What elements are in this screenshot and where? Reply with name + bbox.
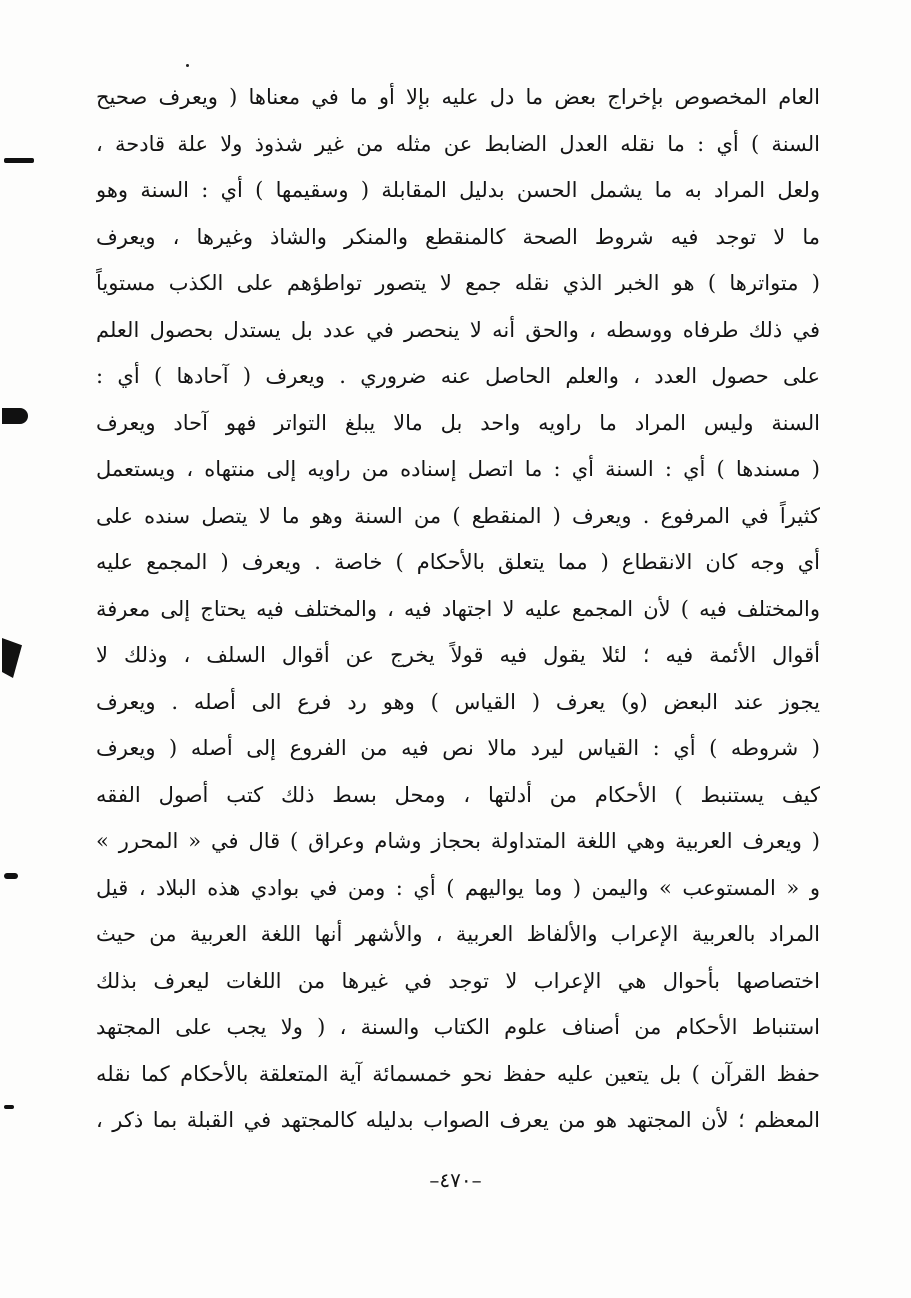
text-line: حفظ القرآن ) بل يتعين عليه حفظ نحو خمسمائة آية المتعلقة بالأحكام كما نقله	[96, 1061, 820, 1086]
text-line: والمختلف فيه ) لأن المجمع عليه لا اجتهاد فيه ، والمختلف فيه يحتاج إلى معرفة	[96, 596, 820, 621]
text-line: و « المستوعب » واليمن ( وما يواليهم ) أي : ومن في بوادي هذه البلاد ، قيل	[96, 875, 820, 900]
text-line: كثيراً في المرفوع . ويعرف ( المنقطع ) من السنة وهو ما لا يتصل سنده على	[96, 503, 820, 528]
text-line: أقوال الأئمة فيه ؛ لئلا يقول فيه قولاً يخرج عن أقوال السلف ، وذلك لا	[96, 643, 820, 667]
text-line: على حصول العدد ، والعلم الحاصل عنه ضروري . ويعرف ( آحادها ) أي :	[96, 364, 820, 388]
text-line: كيف يستنبط ) الأحكام من أدلتها ، ومحل بسط ذلك كتب أصول الفقه	[96, 782, 820, 807]
margin-ink-mark	[4, 158, 34, 163]
text-line: ( متواترها ) هو الخبر الذي نقله جمع لا يتصور تواطؤهم على الكذب مستوياً	[96, 271, 820, 295]
body-text	[96, 74, 820, 1144]
text-line: ( ويعرف العربية وهي اللغة المتداولة بحجاز وشام وعراق ) قال في « المحرر »	[96, 829, 820, 853]
margin-ink-mark	[2, 638, 22, 678]
margin-ink-mark	[4, 873, 18, 879]
text-line: ما لا توجد فيه شروط الصحة كالمنقطع والمنكر والشاذ وغيرها ، ويعرف	[96, 224, 820, 249]
text-line: استنباط الأحكام من أصناف علوم الكتاب والسنة ، ( ولا يجب على المجتهد	[96, 1015, 820, 1039]
text-line: العام المخصوص بإخراج بعض ما دل عليه بإلا أو ما في معناها ( ويعرف صحيح	[96, 85, 820, 109]
text-line: يجوز عند البعض (و) يعرف ( القياس ) وهو رد فرع الى أصله . ويعرف	[96, 689, 820, 714]
page-number: –٤٧٠–	[429, 1168, 482, 1192]
text-line: ( مسندها ) أي : السنة أي : ما اتصل إسناده من راويه إلى منتهاه ، ويستعمل	[96, 457, 820, 481]
text-line: ولعل المراد به ما يشمل الحسن بدليل المقابلة ( وسقيمها ) أي : السنة وهو	[96, 178, 820, 202]
text-line: ( شروطه ) أي : القياس ليرد مالا نص فيه من الفروع إلى أصله ( ويعرف	[96, 736, 820, 760]
text-line: اختصاصها بأحوال هي الإعراب لا توجد في غيرها من اللغات ليعرف بذلك	[96, 968, 820, 993]
text-line: أي وجه كان الانقطاع ( مما يتعلق بالأحكام ) خاصة . ويعرف ( المجمع عليه	[96, 550, 820, 574]
text-line: في ذلك طرفاه ووسطه ، والحق أنه لا ينحصر في عدد بل يستدل بحصول العلم	[96, 317, 820, 342]
text-line: المراد بالعربية الإعراب والألفاظ العربية ، والأشهر أنها اللغة العربية من حيث	[96, 922, 820, 946]
text-line: المعظم ؛ لأن المجتهد هو من يعرف الصواب بدليله كالمجتهد في القبلة بما ذكر ،	[96, 1108, 820, 1132]
text-line: السنة ) أي : ما نقله العدل الضابط عن مثله من غير شذوذ ولا علة قادحة ،	[96, 131, 820, 156]
margin-ink-mark	[2, 408, 28, 424]
text-line: السنة وليس المراد ما راويه واحد بل مالا يبلغ التواتر فهو آحاد ويعرف	[96, 410, 820, 435]
margin-ink-mark	[4, 1105, 14, 1109]
scan-speck	[186, 64, 189, 67]
